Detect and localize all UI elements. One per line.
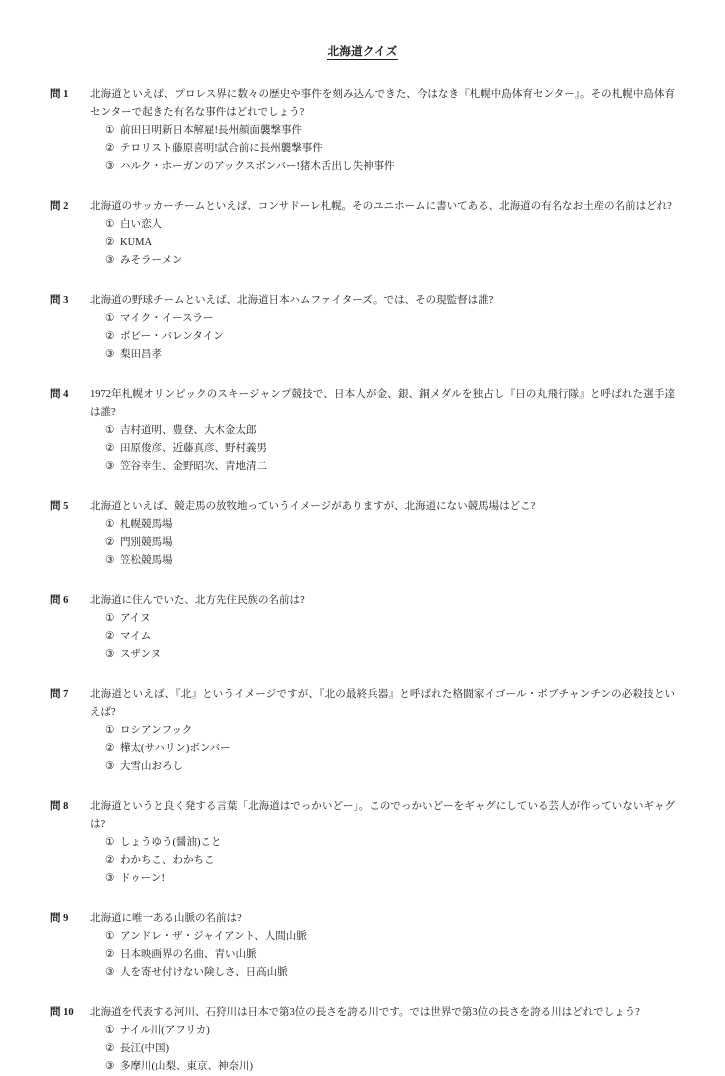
question-number: 問 3 bbox=[50, 295, 69, 307]
answer-option[interactable] bbox=[105, 964, 675, 982]
option-label: アンドレ・ザ・ジャイアント、人間山脈 bbox=[120, 931, 307, 943]
option-number-icon: ② bbox=[105, 631, 115, 643]
question-body bbox=[90, 292, 675, 364]
option-label: 樺太(サハリン)ボンバー bbox=[120, 743, 231, 755]
option-number-icon: ③ bbox=[105, 1061, 115, 1073]
question-block bbox=[50, 292, 675, 364]
option-label: ボビー・バレンタイン bbox=[120, 331, 224, 343]
answer-option[interactable] bbox=[105, 610, 675, 628]
option-label: 白い恋人 bbox=[120, 219, 162, 231]
answer-option[interactable] bbox=[105, 646, 675, 664]
option-number-icon: ② bbox=[105, 949, 115, 961]
answer-option[interactable] bbox=[105, 758, 675, 776]
answer-option[interactable] bbox=[105, 722, 675, 740]
answer-option-list bbox=[90, 610, 675, 664]
option-number-icon: ② bbox=[105, 1043, 115, 1055]
question-block bbox=[50, 386, 675, 476]
option-number-icon: ③ bbox=[105, 161, 115, 173]
option-label: 多摩川(山梨、東京、神奈川) bbox=[120, 1061, 253, 1073]
option-number-icon: ③ bbox=[105, 967, 115, 979]
answer-option[interactable] bbox=[105, 458, 675, 476]
page-title bbox=[50, 44, 675, 60]
answer-option[interactable] bbox=[105, 852, 675, 870]
question-block bbox=[50, 798, 675, 888]
answer-option[interactable] bbox=[105, 740, 675, 758]
option-number-icon: ③ bbox=[105, 761, 115, 773]
answer-option[interactable] bbox=[105, 440, 675, 458]
option-label: ナイル川(アフリカ) bbox=[120, 1025, 210, 1037]
question-body bbox=[90, 686, 675, 776]
question-text: 北海道といえば、競走馬の放牧地っていうイメージがありますが、北海道にない競馬場はどこ? bbox=[90, 501, 536, 513]
option-label: みそラーメン bbox=[120, 255, 183, 267]
option-label: アイヌ bbox=[120, 613, 151, 625]
option-label: スザンヌ bbox=[120, 649, 162, 661]
option-label: 札幌競馬場 bbox=[120, 519, 173, 531]
option-number-icon: ① bbox=[105, 613, 115, 625]
option-label: 吉村道明、豊登、大木金太郎 bbox=[120, 425, 257, 437]
answer-option[interactable] bbox=[105, 1022, 675, 1040]
answer-option[interactable] bbox=[105, 946, 675, 964]
answer-option-list bbox=[90, 516, 675, 570]
answer-option-list bbox=[90, 422, 675, 476]
option-label: 長江(中国) bbox=[120, 1043, 169, 1055]
option-label: テロリスト藤原喜明!試合前に長州襲撃事件 bbox=[120, 143, 323, 155]
option-number-icon: ③ bbox=[105, 555, 115, 567]
question-text: 北海道の野球チームといえば、北海道日本ハムファイターズ。では、その現監督は誰? bbox=[90, 295, 494, 307]
question-number: 問 7 bbox=[50, 689, 69, 701]
question-number: 問 2 bbox=[50, 201, 69, 213]
option-number-icon: ① bbox=[105, 837, 115, 849]
answer-option[interactable] bbox=[105, 234, 675, 252]
question-body bbox=[90, 386, 675, 476]
answer-option[interactable] bbox=[105, 1040, 675, 1058]
answer-option[interactable] bbox=[105, 834, 675, 852]
question-block bbox=[50, 686, 675, 776]
option-label: 梨田昌孝 bbox=[120, 349, 162, 361]
question-body bbox=[90, 86, 675, 176]
option-number-icon: ① bbox=[105, 519, 115, 531]
option-label: 日本映画界の名曲、青い山脈 bbox=[120, 949, 257, 961]
answer-option[interactable] bbox=[105, 328, 675, 346]
answer-option-list bbox=[90, 310, 675, 364]
option-label: KUMA bbox=[120, 237, 153, 249]
answer-option-list bbox=[90, 834, 675, 888]
question-body bbox=[90, 198, 675, 270]
option-number-icon: ② bbox=[105, 537, 115, 549]
option-label: 門別競馬場 bbox=[120, 537, 173, 549]
option-label: ロシアンフック bbox=[120, 725, 193, 737]
question-text: 北海道に唯一ある山脈の名前は? bbox=[90, 913, 242, 925]
page-title-text: 北海道クイズ bbox=[327, 46, 398, 58]
answer-option[interactable] bbox=[105, 310, 675, 328]
option-number-icon: ② bbox=[105, 331, 115, 343]
question-number: 問 8 bbox=[50, 801, 69, 813]
answer-option[interactable] bbox=[105, 1058, 675, 1076]
option-number-icon: ② bbox=[105, 443, 115, 455]
question-number: 問 10 bbox=[50, 1007, 74, 1019]
answer-option[interactable] bbox=[105, 122, 675, 140]
option-number-icon: ③ bbox=[105, 461, 115, 473]
option-number-icon: ② bbox=[105, 143, 115, 155]
question-text: 北海道というと良く発する言葉「北海道はでっかいどー」。このでっかいどーをギャグにしている芸人が作っていないギャグは? bbox=[90, 801, 675, 831]
question-body bbox=[90, 592, 675, 664]
question-text: 北海道といえば、プロレス界に数々の歴史や事件を刻み込んできた、今はなき『札幌中島体育センター』。その札幌中島体育センターで起きた有名な事件はどれでしょう? bbox=[90, 89, 675, 119]
option-label: マイム bbox=[120, 631, 152, 643]
option-label: 田原俊彦、近藤真彦、野村義男 bbox=[120, 443, 267, 455]
option-number-icon: ③ bbox=[105, 349, 115, 361]
option-number-icon: ③ bbox=[105, 873, 115, 885]
question-body bbox=[90, 798, 675, 888]
answer-option-list bbox=[90, 722, 675, 776]
option-number-icon: ① bbox=[105, 125, 115, 137]
question-text: 北海道のサッカーチームといえば、コンサドーレ札幌。そのユニホームに書いてある、北海道の有名なお土産の名前はどれ? bbox=[90, 201, 672, 213]
answer-option[interactable] bbox=[105, 928, 675, 946]
question-body bbox=[90, 1004, 675, 1076]
answer-option-list bbox=[90, 216, 675, 270]
question-text: 北海道に住んでいた、北方先住民族の名前は? bbox=[90, 595, 305, 607]
question-block bbox=[50, 86, 675, 176]
option-number-icon: ① bbox=[105, 931, 115, 943]
question-text: 北海道といえば、『北』というイメージですが、『北の最終兵器』と呼ばれた格闘家イゴール・ボブチャンチンの必殺技といえば? bbox=[90, 689, 675, 719]
option-label: 大雪山おろし bbox=[120, 761, 183, 773]
option-number-icon: ② bbox=[105, 743, 115, 755]
question-list bbox=[50, 86, 675, 1076]
option-label: 人を寄せ付けない険しさ、日高山脈 bbox=[120, 967, 288, 979]
option-number-icon: ① bbox=[105, 313, 115, 325]
option-label: マイク・イースラー bbox=[120, 313, 214, 325]
question-number: 問 1 bbox=[50, 89, 69, 101]
answer-option-list bbox=[90, 122, 675, 176]
option-number-icon: ① bbox=[105, 219, 115, 231]
option-number-icon: ③ bbox=[105, 649, 115, 661]
option-number-icon: ② bbox=[105, 237, 115, 249]
option-number-icon: ② bbox=[105, 855, 115, 867]
question-block bbox=[50, 910, 675, 982]
question-number: 問 6 bbox=[50, 595, 69, 607]
answer-option[interactable] bbox=[105, 252, 675, 270]
answer-option-list bbox=[90, 928, 675, 982]
answer-option[interactable] bbox=[105, 516, 675, 534]
option-label: ドゥーン! bbox=[120, 873, 166, 885]
option-number-icon: ③ bbox=[105, 255, 115, 267]
answer-option[interactable] bbox=[105, 534, 675, 552]
answer-option[interactable] bbox=[105, 216, 675, 234]
answer-option[interactable] bbox=[105, 158, 675, 176]
question-block bbox=[50, 498, 675, 570]
question-number: 問 9 bbox=[50, 913, 69, 925]
option-label: 笠谷幸生、金野昭次、青地清二 bbox=[120, 461, 267, 473]
option-number-icon: ① bbox=[105, 1025, 115, 1037]
question-body bbox=[90, 910, 675, 982]
option-label: 笠松競馬場 bbox=[120, 555, 173, 567]
question-body bbox=[90, 498, 675, 570]
answer-option[interactable] bbox=[105, 422, 675, 440]
option-label: ハルク・ホーガンのアックスボンバー!猪木舌出し失神事件 bbox=[120, 161, 395, 173]
question-text: 北海道を代表する河川、石狩川は日本で第3位の長さを誇る川です。では世界で第3位の長さを誇る川はどれでしょう? bbox=[90, 1007, 640, 1019]
answer-option-list bbox=[90, 1022, 675, 1076]
answer-option[interactable] bbox=[105, 140, 675, 158]
answer-option[interactable] bbox=[105, 346, 675, 364]
question-block bbox=[50, 198, 675, 270]
question-block bbox=[50, 592, 675, 664]
option-label: わかちこ、わかちこ bbox=[120, 855, 215, 867]
answer-option[interactable] bbox=[105, 628, 675, 646]
answer-option[interactable] bbox=[105, 552, 675, 570]
option-label: しょうゆう(醤油)こと bbox=[120, 837, 222, 849]
answer-option[interactable] bbox=[105, 870, 675, 888]
question-number: 問 5 bbox=[50, 501, 69, 513]
question-text: 1972年札幌オリンピックのスキージャンプ競技で、日本人が金、銀、銅メダルを独占し『日の丸飛行隊』と呼ばれた選手達は誰? bbox=[90, 389, 675, 419]
option-number-icon: ① bbox=[105, 725, 115, 737]
option-label: 前田日明新日本解雇!長州顔面襲撃事件 bbox=[120, 125, 302, 137]
option-number-icon: ① bbox=[105, 425, 115, 437]
question-number: 問 4 bbox=[50, 389, 69, 401]
question-block bbox=[50, 1004, 675, 1076]
